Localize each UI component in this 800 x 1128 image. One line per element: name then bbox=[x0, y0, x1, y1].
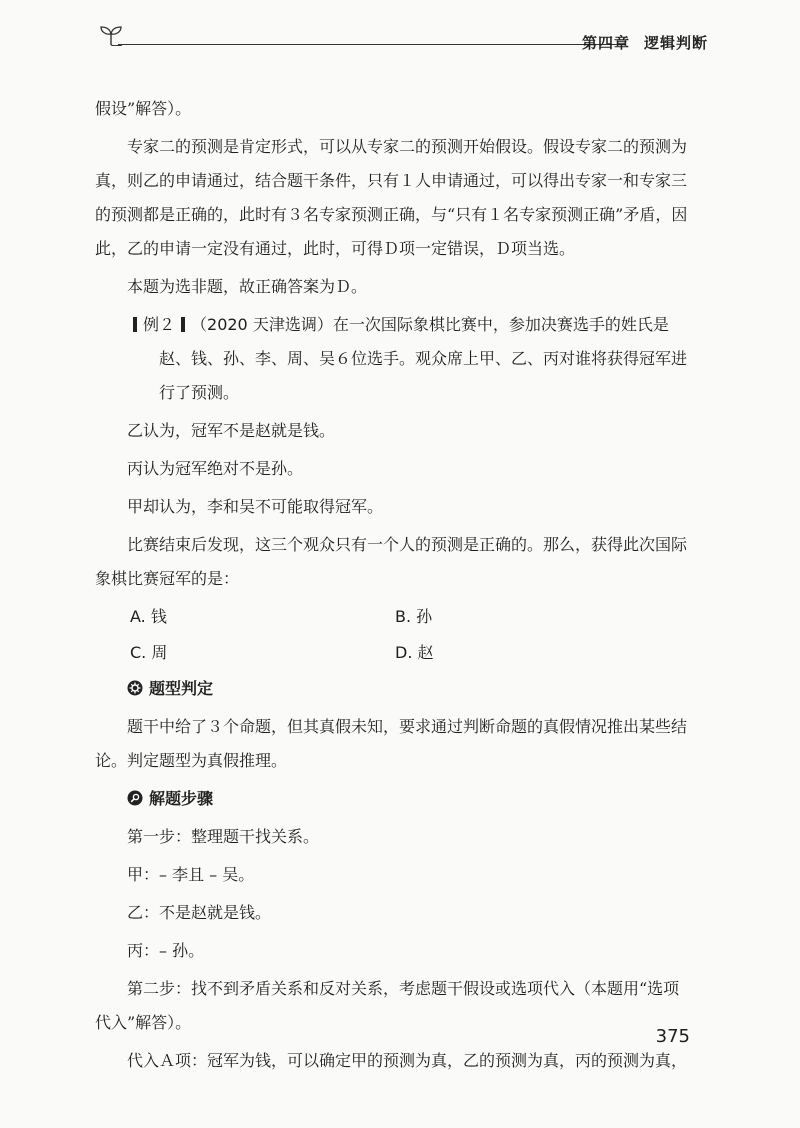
paragraph: 第二步：找不到矛盾关系和反对关系，考虑题干假设或选项代入（本题用“选项代入”解答）。 bbox=[95, 979, 680, 1032]
answer-options bbox=[95, 600, 695, 672]
example-marker-right bbox=[181, 317, 185, 332]
step-line: 丙：– 孙。 bbox=[127, 941, 205, 960]
magnifier-icon bbox=[127, 790, 143, 806]
paragraph: 假设”解答）。 bbox=[95, 99, 192, 118]
example-text: （2020 天津选调）在一次国际象棋比赛中，参加决赛选手的姓氏是赵、钱、孙、李、周、吴６位选手。观众席上甲、乙、丙对谁将获得冠军进行了预测。 bbox=[159, 315, 688, 402]
step-line: 第一步：整理题干找关系。 bbox=[127, 827, 320, 846]
prediction-jia: 甲却认为，李和吴不可能取得冠军。 bbox=[127, 497, 384, 516]
option-b: B. 孙 bbox=[395, 607, 433, 626]
section-heading-steps bbox=[95, 782, 695, 816]
chapter-heading bbox=[582, 32, 708, 53]
chapter-number: 第四章 bbox=[581, 34, 630, 52]
page-body bbox=[95, 92, 695, 1078]
option-a: A. 钱 bbox=[130, 607, 167, 626]
example-marker-left bbox=[133, 317, 137, 332]
example-label: 例２ bbox=[143, 315, 176, 334]
section-heading-text: 题型判定 bbox=[149, 679, 214, 698]
chapter-title: 逻辑判断 bbox=[643, 34, 708, 52]
page-header bbox=[88, 20, 708, 60]
example-question bbox=[127, 308, 695, 410]
paragraph: 专家二的预测是肯定形式，可以从专家二的预测开始假设。假设专家二的预测为真，则乙的申请通过，结合题干条件，只有１人申请通过，可以得出专家一和专家三的预测都是正确的，此时有３名专家预测正确，与“只有１名专家预测正确”矛盾，因此，乙的申请一定没有通过，此时，可得Ｄ项一定错误，Ｄ项当选。 bbox=[95, 137, 688, 258]
prediction-bing: 丙认为冠军绝对不是孙。 bbox=[127, 459, 304, 478]
option-d: D. 赵 bbox=[395, 643, 434, 662]
gear-icon bbox=[127, 680, 143, 696]
section-heading-type bbox=[95, 672, 695, 706]
section-heading-text: 解题步骤 bbox=[149, 789, 214, 808]
page-number: 375 bbox=[655, 1026, 690, 1047]
paragraph: 代入Ａ项：冠军为钱，可以确定甲的预测为真，乙的预测为真，丙的预测为真， bbox=[127, 1051, 688, 1070]
sprout-icon bbox=[98, 24, 124, 46]
prediction-yi: 乙认为，冠军不是赵就是钱。 bbox=[127, 421, 336, 440]
paragraph: 题干中给了３个命题，但其真假未知，要求通过判断命题的真假情况推出某些结论。判定题型为真假推理。 bbox=[95, 717, 688, 770]
question-stem: 比赛结束后发现，这三个观众只有一个人的预测是正确的。那么，获得此次国际象棋比赛冠军的是： bbox=[95, 535, 688, 588]
step-line: 乙：不是赵就是钱。 bbox=[127, 903, 272, 922]
option-c: C. 周 bbox=[130, 643, 168, 662]
step-line: 甲：– 李且 – 吴。 bbox=[127, 865, 255, 884]
header-rule bbox=[118, 44, 626, 45]
paragraph: 本题为选非题，故正确答案为Ｄ。 bbox=[127, 277, 368, 296]
